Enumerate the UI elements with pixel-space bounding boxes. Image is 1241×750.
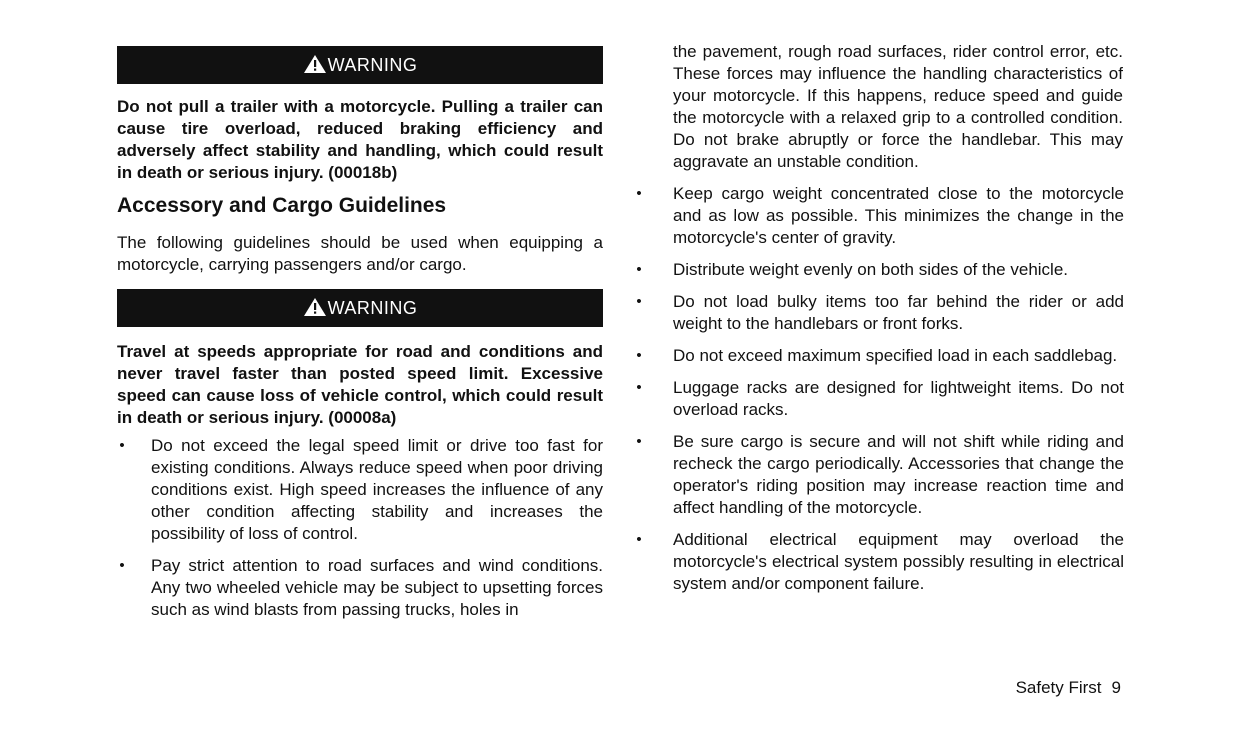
bullet-icon: • [636,293,642,310]
bullet-icon: • [636,185,642,202]
list-item [117,555,603,621]
bullet-icon: • [636,347,642,364]
list-item-text: Do not exceed the legal speed limit or drive too fast for existing conditions. Always reduce speed when poor driving conditions exist. High speed increases the influence of any other condition affecting stability and increases the possibility of loss of control. [151,436,603,543]
list-item [634,345,1124,367]
bullet-list [634,183,1124,605]
list-item [634,259,1124,281]
page-number: 9 [1111,678,1121,697]
bullet-icon: • [636,433,642,450]
bullet-list [117,435,603,631]
warning-text: Do not pull a trailer with a motorcycle. Pulling a trailer can cause tire overload, reduced braking efficiency and adversely affect stability and handling, which could result in death or serious injury. (00018b) [117,97,603,182]
list-item-text: Distribute weight evenly on both sides of the vehicle. [673,260,1069,279]
warning-text: Travel at speeds appropriate for road and conditions and never travel faster than posted speed limit. Excessive speed can cause loss of vehicle control, which could result in death or serious injury. (00008a) [117,342,603,427]
warning-label: WARNING [327,297,418,318]
list-item-text: Be sure cargo is secure and will not shift while riding and recheck the cargo periodically. Accessories that change the operator's riding position may increase reaction time and affect handling of the motorcycle. [673,432,1124,517]
warning-label: WARNING [327,54,418,75]
list-item-text: Luggage racks are designed for lightweight items. Do not overload racks. [673,378,1124,419]
list-item [634,183,1124,249]
footer-section-title: Safety First [1015,678,1102,697]
list-item [634,431,1124,519]
list-item [634,529,1124,595]
continued-paragraph: the pavement, rough road surfaces, rider control error, etc. These forces may influence the handling characteristics of your motorcycle. If this happens, reduce speed and guide the motorcycle with a relaxed grip to a controlled condition. Do not brake abruptly or force the handlebar. This may aggravate an unstable condition. [673,42,1123,171]
list-item [634,377,1124,421]
intro-paragraph: The following guidelines should be used when equipping a motorcycle, carrying passengers and/or cargo. [117,233,603,274]
warning-banner [117,289,603,327]
list-item [117,435,603,545]
list-item-text: Do not load bulky items too far behind the rider or add weight to the handlebars or front forks. [673,292,1124,333]
section-heading: Accessory and Cargo Guidelines [117,194,447,217]
bullet-icon: • [119,557,125,574]
list-item-text: Do not exceed maximum specified load in each saddlebag. [673,346,1118,365]
list-item-text: Additional electrical equipment may overload the motorcycle's electrical system possibly resulting in electrical system and/or component failure. [673,530,1124,593]
bullet-icon: • [636,531,642,548]
list-item-text: Keep cargo weight concentrated close to the motorcycle and as low as possible. This minimizes the change in the motorcycle's center of gravity. [673,184,1124,247]
list-item-text: Pay strict attention to road surfaces and wind conditions. Any two wheeled vehicle may be subject to upsetting forces such as wind blasts from passing trucks, holes in [151,556,603,619]
bullet-icon: • [636,379,642,396]
list-item [634,291,1124,335]
warning-banner [117,46,603,84]
bullet-icon: • [636,261,642,278]
bullet-icon: • [119,437,125,454]
page-footer [1016,677,1121,699]
warning-triangle-icon [303,297,327,317]
warning-triangle-icon [303,54,327,74]
